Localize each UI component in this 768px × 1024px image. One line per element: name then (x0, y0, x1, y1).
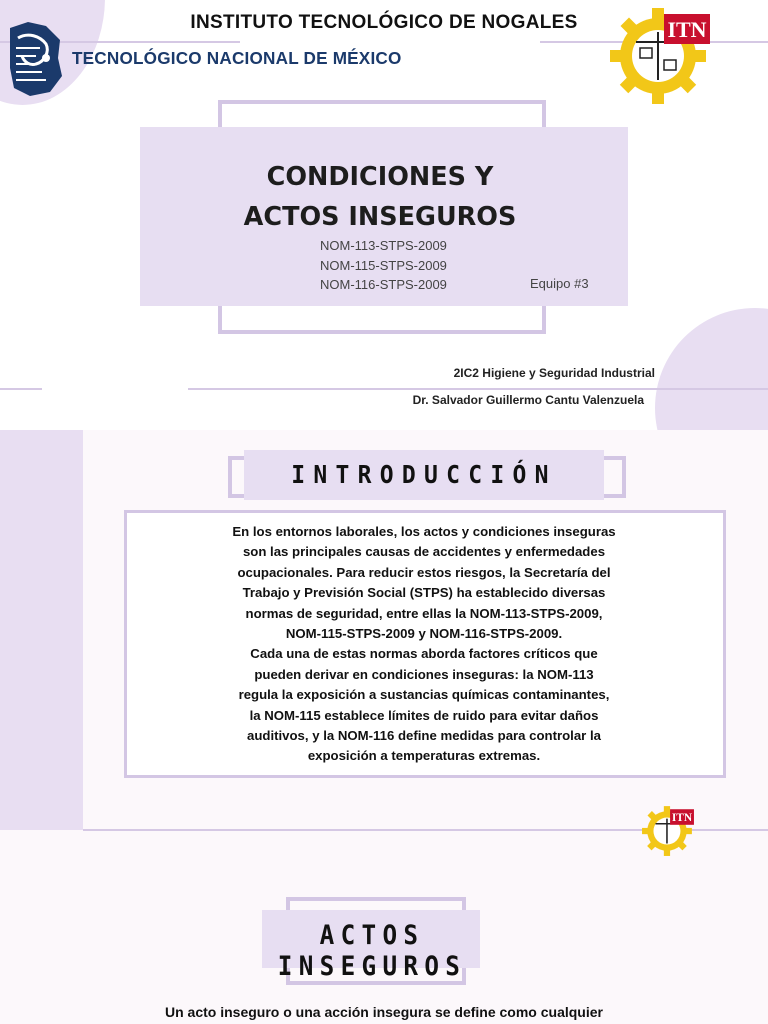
intro-line: ocupacionales. Para reducir estos riesgos, la Secretaría del (237, 564, 611, 580)
intro-line: NOM-115-STPS-2009 y NOM-116-STPS-2009. (285, 626, 563, 642)
divider (188, 388, 768, 390)
tecnm-wordmark: TECNOLÓGICO NACIONAL DE MÉXICO (72, 48, 402, 68)
actos-paragraph: Un acto inseguro o una acción insegura se define como cualquier (165, 1004, 603, 1020)
intro-line: En los entornos laborales, los actos y condiciones inseguras (232, 524, 616, 539)
title-line: CONDICIONES Y (266, 162, 494, 192)
intro-line: son las principales causas de accidentes y enfermedades (242, 544, 606, 560)
intro-line: normas de seguridad, entre ellas la NOM-113-STPS-2009, (245, 605, 603, 621)
actos-heading: ACTOS INSEGUROS (277, 920, 467, 982)
main-title (140, 157, 620, 237)
title-line: ACTOS INSEGUROS (243, 202, 517, 232)
itn-gear-logo-icon (608, 2, 712, 106)
intro-line: la NOM-115 establece límites de ruido para evitar daños (249, 707, 599, 723)
norm-label: NOM-113-STPS-2009 (320, 238, 447, 253)
intro-heading: INTRODUCCIÓN (291, 460, 557, 489)
intro-line: auditivos, y la NOM-116 define medidas para controlar la (247, 728, 601, 744)
divider (0, 388, 42, 390)
intro-paragraph (150, 522, 698, 767)
intro-line: pueden derivar en condiciones inseguras: la NOM-113 (254, 666, 594, 682)
norm-label: NOM-116-STPS-2009 (320, 277, 447, 292)
itn-logo-text: ITN (671, 812, 693, 825)
itn-logo-text: ITN (667, 17, 707, 42)
team-label: Equipo #3 (530, 276, 589, 291)
course-label: 2IC2 Higiene y Seguridad Industrial (453, 366, 655, 380)
intro-line: regula la exposición a sustancias químicas contaminantes, (238, 687, 610, 703)
itn-gear-small-icon (641, 803, 695, 857)
norm-label: NOM-115-STPS-2009 (320, 258, 447, 273)
cover-page (0, 0, 768, 430)
side-bar (0, 430, 83, 830)
intro-line: Cada una de estas normas aborda factores críticos que (250, 646, 598, 662)
decorative-circle (655, 308, 768, 430)
content-page (0, 430, 768, 1024)
professor-label: Dr. Salvador Guillermo Cantu Valenzuela (412, 393, 644, 407)
institute-name: INSTITUTO TECNOLÓGICO DE NOGALES (190, 12, 578, 33)
intro-line: Trabajo y Previsión Social (STPS) ha establecido diversas (242, 585, 606, 601)
intro-line: exposición a temperaturas extremas. (307, 748, 541, 764)
tecnm-logo-icon (6, 18, 64, 100)
